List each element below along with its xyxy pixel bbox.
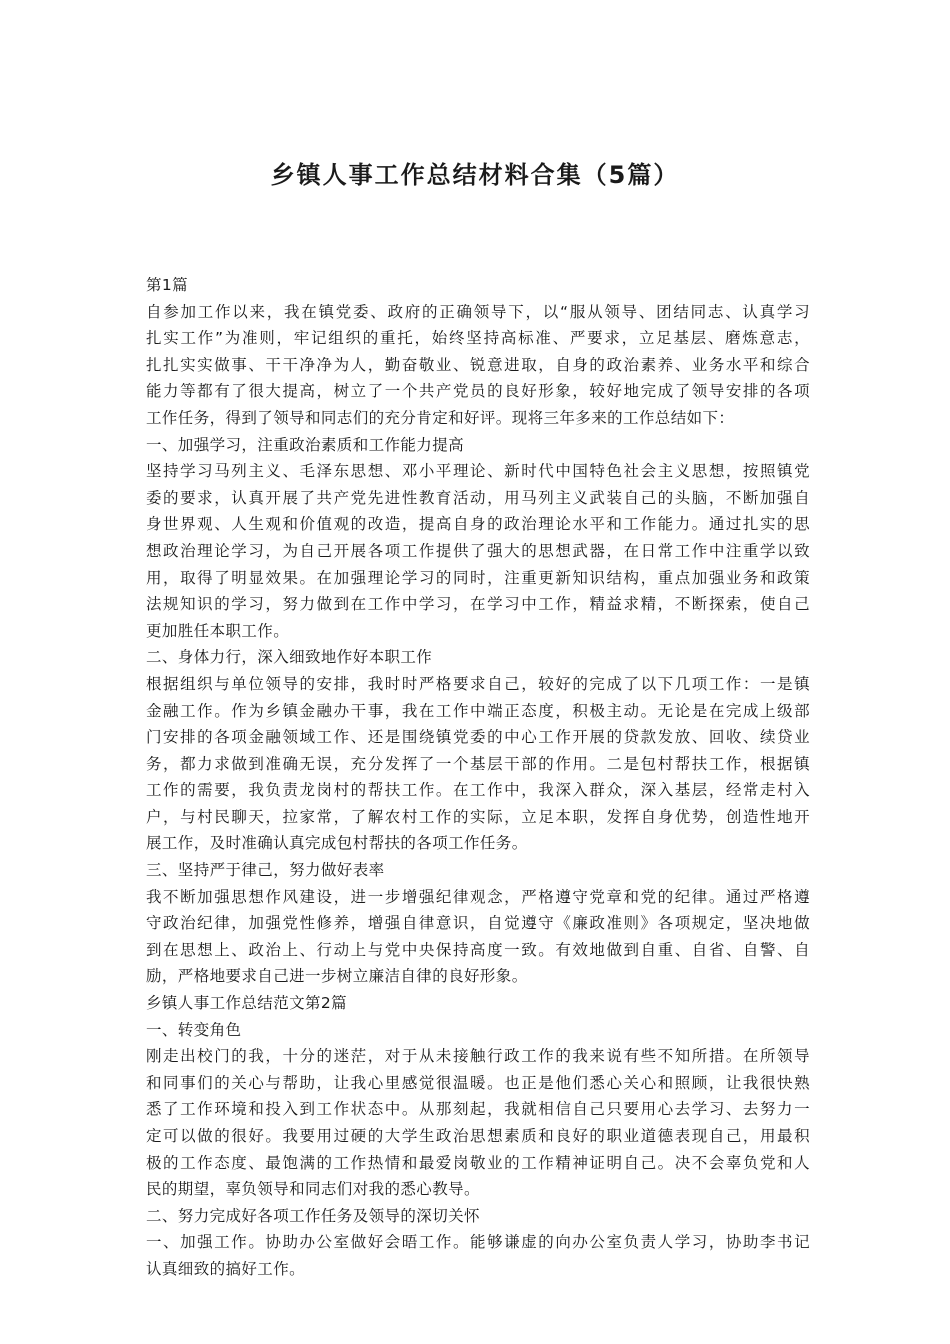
text-line: 励，严格地要求自己进一步树立廉洁自律的良好形象。 bbox=[146, 967, 528, 986]
text-line: 根据组织与单位领导的安排，我时时严格要求自己，较好的完成了以下几项工作：一是镇 bbox=[146, 674, 810, 693]
document-title: 乡镇人事工作总结材料合集（5篇） bbox=[270, 161, 680, 189]
text-line: 民的期望，辜负领导和同志们对我的悉心教导。 bbox=[146, 1180, 480, 1199]
text-line: 一、转变角色 bbox=[146, 1020, 242, 1039]
text-line: 三、坚持严于律己，努力做好表率 bbox=[146, 861, 385, 880]
text-line: 第1篇 bbox=[146, 276, 189, 294]
text-line: 想政治理论学习，为自己开展各项工作提供了强大的思想武器，在日常工作中注重学以致 bbox=[146, 541, 810, 560]
text-line: 二、身体力行，深入细致地作好本职工作 bbox=[146, 648, 433, 667]
text-line: 工作的需要，我负责龙岗村的帮扶工作。在工作中，我深入群众，深入基层，经常走村入 bbox=[146, 781, 810, 800]
text-line: 定可以做的很好。我要用过硬的大学生政治思想素质和良好的职业道德表现自己，用最积 bbox=[146, 1127, 810, 1145]
text-line: 身世界观、人生观和价值观的改造，提高自身的政治理论水平和工作能力。通过扎实的思 bbox=[146, 515, 810, 534]
text-line: 金融工作。作为乡镇金融办干事，我在工作中端正态度，积极主动。无论是在完成上级部 bbox=[146, 701, 810, 720]
text-line: 和同事们的关心与帮助，让我心里感觉很温暖。也正是他们悉心关心和照顾，让我很快熟 bbox=[146, 1073, 810, 1092]
text-line: 坚持学习马列主义、毛泽东思想、邓小平理论、新时代中国特色社会主义思想，按照镇党 bbox=[146, 462, 810, 481]
text-line: 展工作，及时准确认真完成包村帮扶的各项工作任务。 bbox=[146, 834, 528, 853]
text-line: 法规知识的学习，努力做到在工作中学习，在学习中工作，精益求精，不断探索，使自己 bbox=[146, 595, 810, 614]
text-line: 认真细致的搞好工作。 bbox=[146, 1259, 306, 1278]
text-line: 委的要求，认真开展了共产党先进性教育活动，用马列主义武装自己的头脑，不断加强自 bbox=[146, 488, 810, 507]
text-line: 用，取得了明显效果。在加强理论学习的同时，注重更新知识结构，重点加强业务和政策 bbox=[146, 568, 810, 587]
text-line: 能力等都有了很大提高，树立了一个共产党员的良好形象，较好地完成了领导安排的各项 bbox=[146, 382, 810, 401]
text-line: 工作任务，得到了领导和同志们的充分肯定和好评。现将三年多来的工作总结如下： bbox=[146, 408, 735, 427]
text-line: 到在思想上、政治上、行动上与党中央保持高度一致。有效地做到自重、自省、自警、自 bbox=[146, 940, 810, 959]
text-line: 悉了工作环境和投入到工作状态中。从那刻起，我就相信自己只要用心去学习、去努力一 bbox=[146, 1100, 810, 1119]
text-line: 扎扎实实做事、干干净净为人，勤奋敬业、锐意进取，自身的政治素养、业务水平和综合 bbox=[146, 355, 810, 374]
text-line: 扎实工作”为准则，牢记组织的重托，始终坚持高标准、严要求，立足基层、磨炼意志， bbox=[146, 329, 810, 348]
text-line: 极的工作态度、最饱满的工作热情和最爱岗敬业的工作精神证明自己。决不会辜负党和人 bbox=[146, 1153, 810, 1172]
text-line: 门安排的各项金融领域工作、还是围绕镇党委的中心工作开展的贷款发放、回收、续贷业 bbox=[146, 728, 810, 747]
text-line: 二、努力完成好各项工作任务及领导的深切关怀 bbox=[146, 1206, 480, 1225]
text-line: 更加胜任本职工作。 bbox=[146, 621, 290, 640]
text-line: 一、加强学习，注重政治素质和工作能力提高 bbox=[146, 435, 465, 454]
text-line: 户，与村民聊天，拉家常，了解农村工作的实际，立足本职，发挥自身优势，创造性地开 bbox=[146, 807, 810, 826]
text-line: 一、加强工作。协助办公室做好会晤工作。能够谦虚的向办公室负责人学习，协助李书记 bbox=[146, 1233, 810, 1252]
text-line: 乡镇人事工作总结范文第2篇 bbox=[146, 994, 348, 1013]
text-line: 务，都力求做到准确无误，充分发挥了一个基层干部的作用。二是包村帮扶工作，根据镇 bbox=[146, 754, 810, 773]
text-line: 守政治纪律，加强党性修养，增强自律意识，自觉遵守《廉政准则》各项规定，坚决地做 bbox=[146, 914, 810, 933]
text-line: 我不断加强思想作风建设，进一步增强纪律观念，严格遵守党章和党的纪律。通过严格遵 bbox=[146, 887, 810, 906]
text-line: 自参加工作以来，我在镇党委、政府的正确领导下，以“服从领导、团结同志、认真学习 bbox=[146, 302, 810, 321]
document-body bbox=[146, 272, 810, 1283]
text-line: 刚走出校门的我，十分的迷茫，对于从未接触行政工作的我来说有些不知所措。在所领导 bbox=[146, 1047, 810, 1066]
